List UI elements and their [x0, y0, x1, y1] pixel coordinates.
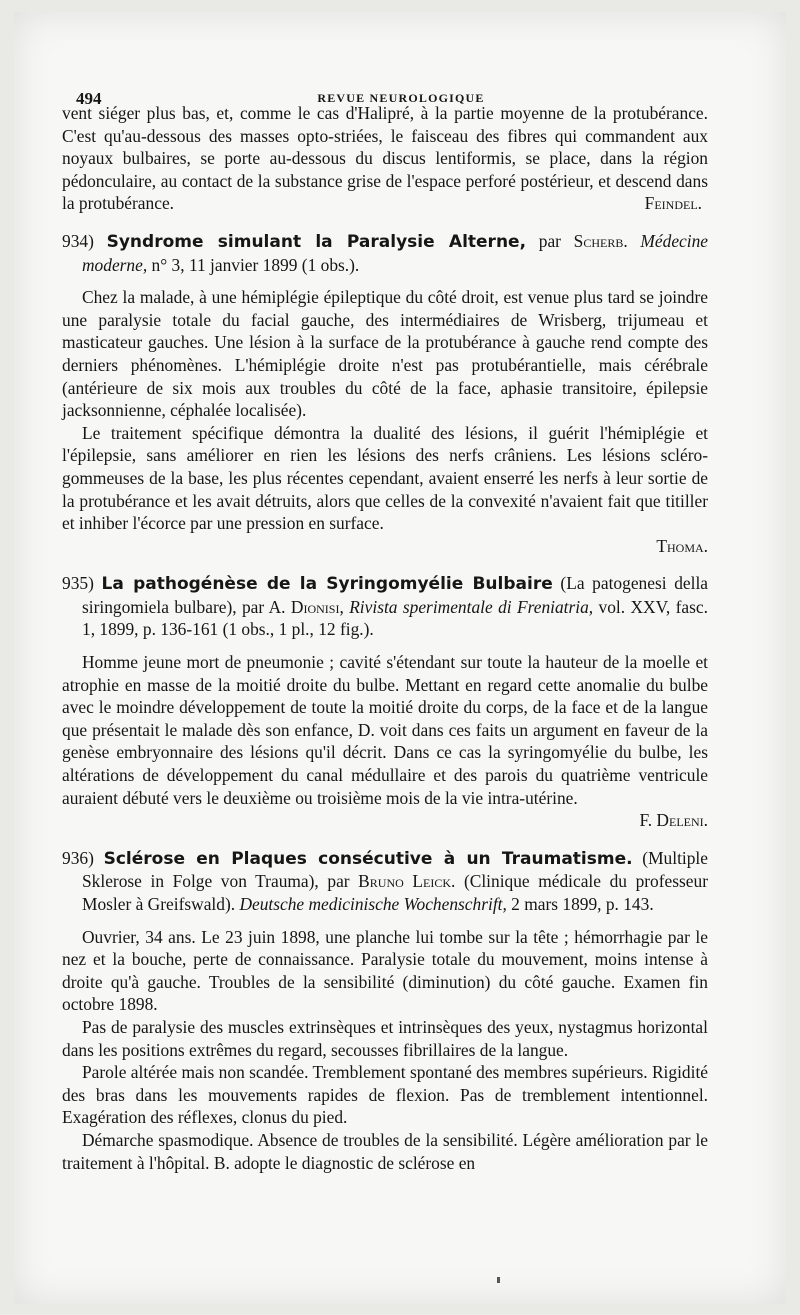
entry-heading-936	[62, 847, 708, 916]
entry-journal: Médecine moderne,	[82, 230, 709, 275]
intro-paragraph	[62, 102, 708, 215]
entry-by: par	[526, 230, 574, 251]
abstract-paragraph: Démarche spasmodique. Absence de troubles de la sensibilité. Légère amélioration par le traitement à l'hôpital. B. adopte le diagnostic de sclérose en	[62, 1129, 708, 1173]
entry-heading-935: 935) La pathogénèse de la Syringomyélie Bulbaire (La patogenesi della siringomiela bulbare), par A. Dionisi, Rivista sperimentale di Freniatria, vol. XXV, fasc. 1, 1899, p. 136-161 (1 obs., 1 pl., 12 fig.).	[62, 573, 708, 640]
abstract-paragraph: Chez la malade, à une hémiplégie épileptique du côté droit, est venue plus tard se joindre une paralysie totale du facial gauche, des intermédiaires de Wrisberg, trijumeau et masticateur gauches. Une lésion à la surface de la protubérance à gauche rend compte des derniers phénomènes. L'hémiplégie droite n'est pas protubérantielle, mais cérébrale (antérieure de six mois aux troubles du côté de la face, aphasie transitoire, épilepsie jacksonnienne, céphalée localisée).	[62, 287, 708, 421]
abstract-signature: F. Deleni.	[639, 810, 708, 831]
running-title: REVUE NEUROLOGIQUE	[317, 91, 485, 105]
entry-number: 934)	[62, 230, 94, 251]
entry-details: vol. XXV, fasc. 1, 1899, p. 136-161 (1 obs., 1 pl., 12 fig.).	[82, 596, 708, 640]
entry-abstract-935	[62, 651, 708, 832]
entry-journal: Deutsche medicinische Wochenschrift,	[239, 894, 507, 914]
entry-title: Syndrome simulant la Paralysie Alterne,	[106, 231, 527, 252]
intro-text: vent siéger plus bas, et, comme le cas d'Halipré, à la partie moyenne de la protubérance. C'est qu'au-dessous des masses opto-striées, le faisceau des fibres qui commandent aux noyaux bulbaires, se porte au-dessous du discus lentiformis, se place, dans la région pédonculaire, au contact de la substance grise de l'espace perforé postérieur, et descend dans la protubérance.	[62, 103, 708, 214]
entry-number: 936)	[62, 847, 94, 868]
entry-subtitle: (La patogenesi della siringomiela bulbare), par A.	[82, 573, 708, 617]
page-number: 494	[76, 89, 102, 108]
print-mark	[497, 1277, 500, 1283]
entry-subtitle-2: . (Clinique médicale du professeur Mosler à Greifswald).	[82, 871, 708, 914]
entry-details: n° 3, 11 janvier 1899 (1 obs.).	[147, 254, 360, 275]
intro-signature: Feindel.	[644, 193, 702, 214]
entry-author: Scherb	[573, 230, 624, 251]
entry-title: Sclérose en Plaques consécutive à un Traumatisme.	[103, 848, 633, 869]
abstract-paragraph: Parole altérée mais non scandée. Tremblement spontané des membres supérieurs. Rigidité des bras dans les mouvements rapides de flexion. Pas de tremblement intentionnel. Exagération des réflexes, clonus du pied.	[62, 1062, 708, 1128]
abstract-paragraph: Homme jeune mort de pneumonie ; cavité s'étendant sur toute la hauteur de la moelle et atrophie en masse de la moitié droite du bulbe. Mettant en regard cette anomalie du bulbe avec le moindre développement de toute la moitié droite du corps, de la face et de la langue que présentait le malade dès son enfance, D. voit dans ces faits un argument en faveur de la genèse embryonnaire des lésions qu'il décrit. Dans ce cas la syringomyélie du bulbe, les altérations de développement du canal médullaire et des parois du quatrième ventricule auraient débuté vers le deuxième ou troisième mois de la vie intra-utérine.	[62, 652, 708, 808]
abstract-signature: Thoma.	[656, 535, 708, 556]
entry-details: 2 mars 1899, p. 143.	[506, 894, 654, 914]
entry-subtitle: (Multiple Sklerose in Folge von Trauma), par	[82, 847, 708, 892]
entry-heading-934: 934) Syndrome simulant la Paralysie Alterne, par Scherb. Médecine moderne, n° 3, 11 janvier 1899 (1 obs.).	[62, 230, 709, 275]
entry-abstract-934	[62, 286, 708, 557]
entry-abstract-936	[62, 926, 708, 1175]
entry-author: Bruno Leick	[358, 871, 451, 892]
abstract-paragraph: Le traitement spécifique démontra la dualité des lésions, il guérit l'hémiplégie et l'épilepsie, sans améliorer en rien les lésions des nerfs crâniens. Les lésions scléro-gommeuses de la base, les plus récentes cependant, avaient enserré les nerfs à leur sortie de la protubérance et les avait détruits, alors que celles de la convexité n'avaient fait que titiller et inhiber l'écorce par une pression en surface.	[62, 422, 708, 534]
abstract-paragraph: Pas de paralysie des muscles extrinsèques et intrinsèques des yeux, nystagmus horizontal dans les positions extrêmes du regard, secousses fibrillaires de la langue.	[62, 1016, 708, 1060]
abstract-paragraph: Ouvrier, 34 ans. Le 23 juin 1898, une planche lui tombe sur la tête ; hémorrhagie par le nez et la bouche, perte de connaissance. Paralysie totale du mouvement, moins intense à droite qu'à gauche. Troubles de la sensibilité (diminution) du côté gauche. Examen fin octobre 1898.	[62, 926, 708, 1015]
entry-number: 935)	[62, 573, 94, 594]
page-body	[62, 102, 708, 1174]
entry-journal: Rivista sperimentale di Freniatria,	[349, 596, 594, 617]
entry-author: Dionisi	[290, 596, 340, 617]
entry-title: La pathogénèse de la Syringomyélie Bulbaire	[101, 574, 553, 595]
